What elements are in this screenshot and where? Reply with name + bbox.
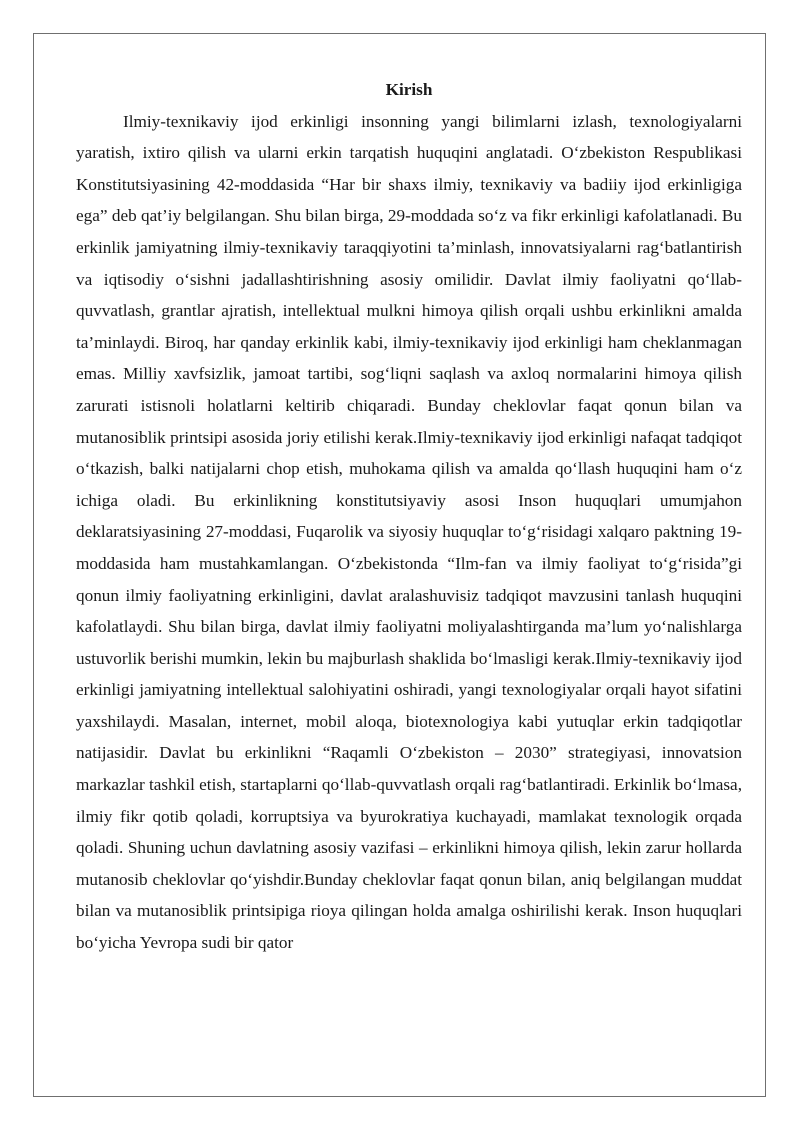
body-paragraph: Ilmiy-texnikaviy ijod erkinligi insonning yangi bilimlarni izlash, texnologiyalarni yaratish, ixtiro qilish va ularni erkin tarqatish huquqini anglatadi. O‘zbekiston Respublikasi Konstitutsiyasining 42-moddasida “Har bir shaxs ilmiy, texnikaviy va badiiy ijod erkinligiga ega” deb qat’iy belgilangan. Shu bilan birga, 29-moddada so‘z va fikr erkinligi kafolatlanadi. Bu erkinlik jamiyatning ilmiy-texnikaviy taraqqiyotini ta’minlash, innovatsiyalarni rag‘batlantirish va iqtisodiy o‘sishni jadallashtirishning asosiy omilidir. Davlat ilmiy faoliyatni qo‘llab-quvvatlash, grantlar ajratish, intellektual mulkni himoya qilish orqali ushbu erkinlikni amalda ta’minlaydi. Biroq, har qanday erkinlik kabi, ilmiy-texnikaviy ijod erkinligi ham cheklanmagan emas. Milliy xavfsizlik, jamoat tartibi, sog‘liqni saqlash va axloq normalarini himoya qilish zarurati istisnoli holatlarni keltirib chiqaradi. Bunday cheklovlar faqat qonun bilan va mutanosiblik printsipi asosida joriy etilishi kerak.Ilmiy-texnikaviy ijod erkinligi nafaqat tadqiqot o‘tkazish, balki natijalarni chop etish, muhokama qilish va amalda qo‘llash huquqini ham o‘z ichiga oladi. Bu erkinlikning konstitutsiyaviy asosi Inson huquqlari umumjahon deklaratsiyasining 27-moddasi, Fuqarolik va siyosiy huquqlar to‘g‘risidagi xalqaro paktning 19-moddasida ham mustahkamlangan. O‘zbekistonda “Ilm-fan va ilmiy faoliyat to‘g‘risida”gi qonun ilmiy faoliyatning erkinligini, davlat aralashuvisiz tadqiqot mavzusini tanlash huquqini kafolatlaydi. Shu bilan birga, davlat ilmiy faoliyatni moliyalashtirganda ma’lum yo‘nalishlarga ustuvorlik berishi mumkin, lekin bu majburlash shaklida bo‘lmasligi kerak.Ilmiy-texnikaviy ijod erkinligi jamiyatning intellektual salohiyatini oshiradi, yangi texnologiyalar orqali hayot sifatini yaxshilaydi. Masalan, internet, mobil aloqa, biotexnologiya kabi yutuqlar erkin tadqiqotlar natijasidir. Davlat bu erkinlikni “Raqamli O‘zbekiston – 2030” strategiyasi, innovatsion markazlar tashkil etish, startaplarni qo‘llab-quvvatlash orqali rag‘batlantiradi. Erkinlik bo‘lmasa, ilmiy fikr qotib qoladi, korruptsiya va byurokratiya kuchayadi, mamlakat texnologik orqada qoladi. Shuning uchun davlatning asosiy vazifasi – erkinlikni himoya qilish, lekin zarur hollarda mutanosib cheklovlar qo‘yishdir.Bunday cheklovlar faqat qonun bilan, aniq belgilangan muddat bilan va mutanosiblik printsipiga rioya qilingan holda amalga oshirilishi kerak. Inson huquqlari bo‘yicha Yevropa sudi bir qator [76,111,742,953]
document-body [76,74,742,959]
document-title: Kirish [385,80,433,99]
